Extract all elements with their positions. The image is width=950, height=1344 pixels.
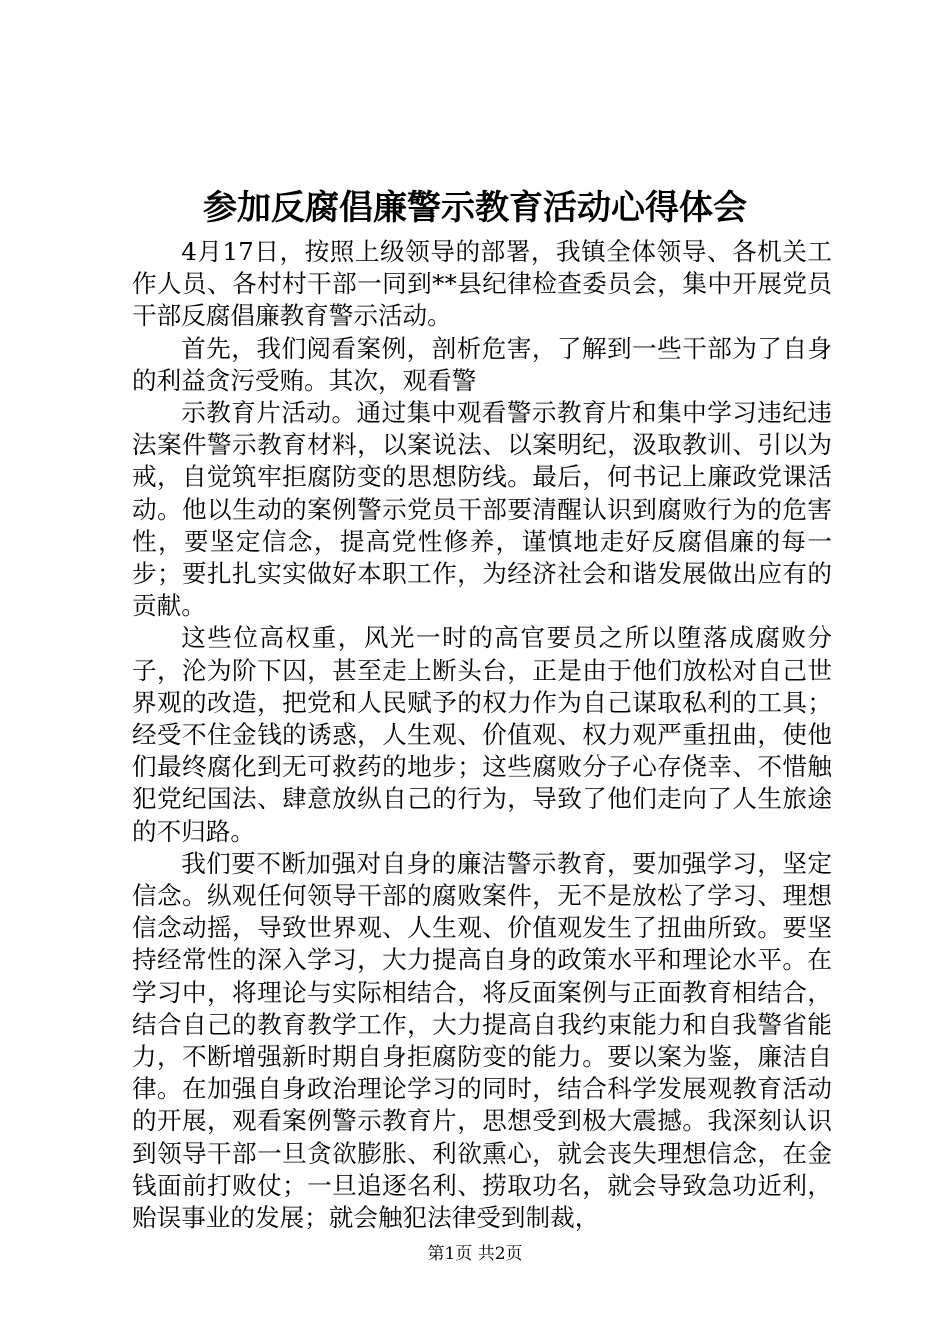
document-title: 参加反腐倡廉警示教育活动心得体会 (203, 188, 747, 228)
paragraph-1: 4月17日，按照上级领导的部署，我镇全体领导、各机关工作人员、各村村干部一同到**县纪律检查委员会，集中开展党员干部反腐倡廉教育警示活动。 (132, 237, 832, 331)
paragraph-5: 我们要不断加强对自身的廉洁警示教育，要加强学习，坚定信念。纵观任何领导干部的腐败案件，无不是放松了学习、理想信念动摇，导致世界观、人生观、价值观发生了扭曲所致。要坚持经常性的深入学习，大力提高自身的政策水平和理论水平。在学习中，将理论与实际相结合，将反面案例与正面教育相结合，结合自己的教育教学工作，大力提高自我约束能力和自我警省能力，不断增强新时期自身拒腐防变的能力。要以案为鉴，廉洁自律。在加强自身政治理论学习的同时，结合科学发展观教育活动的开展，观看案例警示教育片，思想受到极大震撼。我深刻认识到领导干部一旦贪欲膨胀、利欲熏心，就会丧失理想信念，在金钱面前打败仗；一旦追逐名利、捞取功名，就会导致急功近利，贻误事业的发展；就会触犯法律受到制裁， (132, 848, 832, 1233)
paragraph-4: 这些位高权重，风光一时的高官要员之所以堕落成腐败分子，沦为阶下囚，甚至走上断头台，正是由于他们放松对自己世界观的改造，把党和人民赋予的权力作为自己谋取私利的工具；经受不住金钱的诱惑，人生观、价值观、权力观严重扭曲，使他们最终腐化到无可救药的地步；这些腐败分子心存侥幸、不惜触犯党纪国法、肆意放纵自己的行为，导致了他们走向了人生旅途的不归路。 (132, 623, 832, 846)
paragraph-2: 首先，我们阅看案例，剖析危害，了解到一些干部为了自身的利益贪污受贿。其次，观看警 (132, 333, 832, 395)
page-number-footer: 第1页 共2页 (427, 1244, 523, 1264)
paragraph-3: 示教育片活动。通过集中观看警示教育片和集中学习违纪违法案件警示教育材料，以案说法、以案明纪，汲取教训、引以为戒，自觉筑牢拒腐防变的思想防线。最后，何书记上廉政党课活动。他以生动的案例警示党员干部要清醒认识到腐败行为的危害性，要坚定信念，提高党性修养，谨慎地走好反腐倡廉的每一步；要扎扎实实做好本职工作，为经济社会和谐发展做出应有的贡献。 (132, 398, 832, 621)
document-body (132, 236, 832, 1234)
